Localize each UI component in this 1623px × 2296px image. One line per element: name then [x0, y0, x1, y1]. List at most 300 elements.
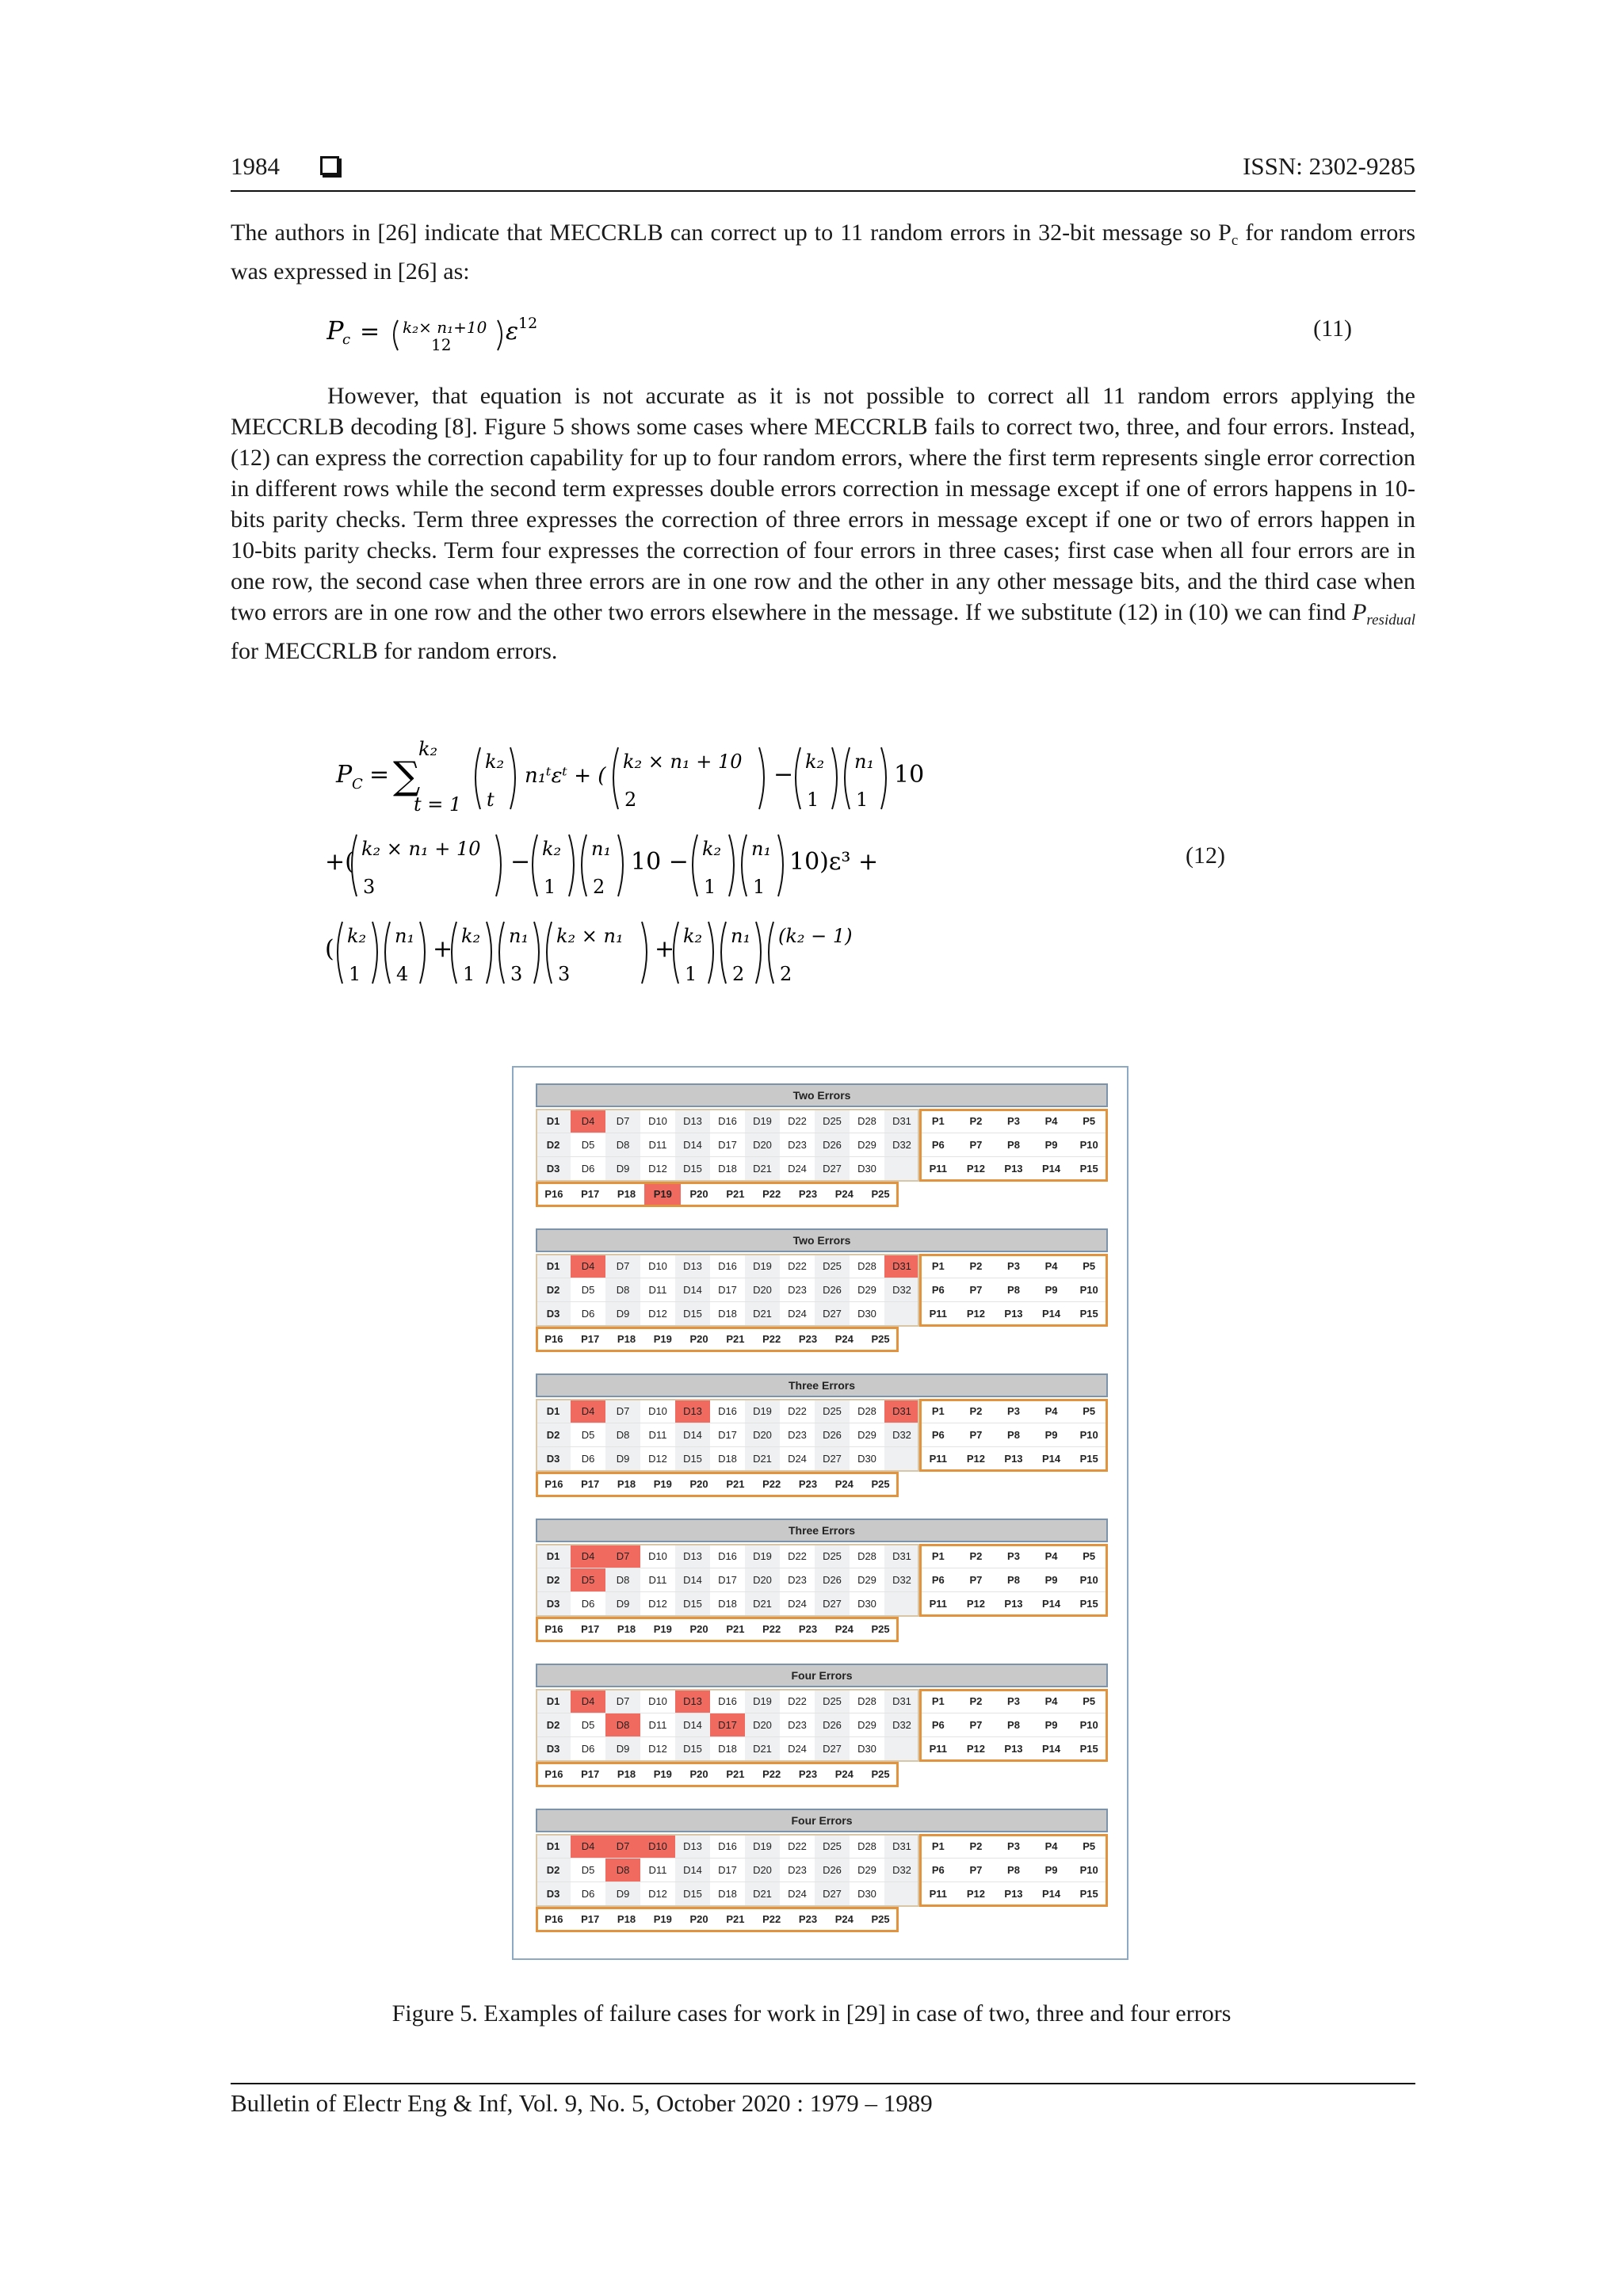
- grid-cell: D12: [640, 1737, 675, 1761]
- grid-cell: D27: [815, 1302, 850, 1326]
- grid-cell: D29: [850, 1859, 884, 1882]
- grid-cell: P22: [754, 1618, 790, 1641]
- grid-cell: P5: [1070, 1545, 1108, 1568]
- grid-cell: D32: [884, 1568, 919, 1592]
- grid-cell: P5: [1070, 1110, 1108, 1133]
- grid-cell: P6: [919, 1133, 957, 1157]
- para2-text-a: However, that equation is not accurate as it is not possible to correct all 11 random errors applying the MECCRLB decoding [8]. Figure 5 shows some cases where MECCRLB fails to correct two, three, and four errors. Instead, (12) can express the correction capability for up to four random errors, where the first term represents single error correction in different rows while the second term expresses double errors correction in message except if one of errors happens in 10-bits parity checks. Term three expresses the correction of three errors in message except if one or two of errors happen in 10-bits parity checks. Term four expresses the correction of four errors in three cases; first case when all four errors are in one row, the second case when three errors are in one row and the other in any other message bits, and the third case when two errors are in one row and the other two errors elsewhere in the message. If we substitute (12) in (10) we can find: [231, 383, 1415, 625]
- grid-cell: D31: [884, 1255, 919, 1278]
- eq11-P-sub: c: [342, 331, 351, 348]
- grid-cell: P15: [1070, 1737, 1108, 1761]
- grid-cell: D7: [605, 1400, 640, 1423]
- grid-cell: D14: [675, 1423, 710, 1447]
- grid-cell: P22: [754, 1473, 790, 1496]
- eq12-l2-b4-bottom: 1: [704, 876, 716, 898]
- grid-cell: P16: [536, 1908, 572, 1931]
- eq12-l1-b2-top: k₂ × n₁ + 10: [623, 751, 743, 773]
- grid-cell: P15: [1070, 1157, 1108, 1181]
- grid-cell: D5: [571, 1423, 605, 1447]
- grid-cell: D29: [850, 1278, 884, 1302]
- eq12-l3-paren: [547, 922, 552, 984]
- grid-cell: P10: [1070, 1713, 1108, 1737]
- grid-cell: D29: [850, 1713, 884, 1737]
- grid-cell: D15: [675, 1157, 710, 1181]
- eq12-l3-b8-top: (k₂ − 1): [778, 925, 853, 947]
- grid-cell: P2: [957, 1690, 995, 1713]
- eq12-sigma: ∑: [393, 754, 421, 798]
- eq12-l3-b3-top: k₂: [461, 925, 481, 947]
- grid-cell: P21: [717, 1618, 754, 1641]
- grid-cell: D4: [571, 1400, 605, 1423]
- grid-cell: P12: [957, 1447, 995, 1471]
- grid-cell: P19: [644, 1328, 681, 1351]
- grid-cell: D12: [640, 1302, 675, 1326]
- grid-cell: D18: [710, 1737, 745, 1761]
- grid-cell: D2: [536, 1278, 571, 1302]
- eq12-line-2: [325, 835, 878, 898]
- page-footer: Bulletin of Electr Eng & Inf, Vol. 9, No. 5, October 2020 : 1979 – 1989: [231, 2089, 933, 2117]
- grid-cell: P18: [609, 1328, 645, 1351]
- grid-cell: D10: [640, 1690, 675, 1713]
- grid-cell: D6: [571, 1157, 605, 1181]
- eq12-l3-paren: [708, 922, 713, 984]
- eq11-exponent: 12: [518, 315, 538, 332]
- grid-cell: P15: [1070, 1592, 1108, 1616]
- grid-cell: D23: [780, 1859, 815, 1882]
- grid-cell: D9: [605, 1882, 640, 1906]
- grid-cell: P9: [1033, 1278, 1071, 1302]
- grid-cell: P2: [957, 1110, 995, 1133]
- eq12-l3-b4-top: n₁: [509, 925, 529, 947]
- grid-cell: D26: [815, 1859, 850, 1882]
- eq12-l1-b3-top: k₂: [805, 751, 825, 773]
- grid-cell: D12: [640, 1882, 675, 1906]
- eq12-l2-b5-top: n₁: [751, 838, 772, 860]
- grid-cell: [884, 1737, 919, 1761]
- grid-cell: D3: [536, 1882, 571, 1906]
- grid-cell: D17: [710, 1568, 745, 1592]
- eq12-line-1: [335, 738, 924, 816]
- eq12-l2-paren: [352, 835, 357, 896]
- grid-cell: P13: [995, 1882, 1033, 1906]
- eq12-l3-b5-bottom: 3: [558, 963, 571, 985]
- grid-cell: P20: [681, 1328, 717, 1351]
- grid-cell: P24: [826, 1763, 862, 1786]
- grid-cell: D12: [640, 1447, 675, 1471]
- eq12-l3-b2-bottom: 4: [396, 963, 409, 985]
- grid-cell: P11: [919, 1882, 957, 1906]
- eq12-l3-paren: [756, 922, 761, 984]
- grid-cell: D11: [640, 1423, 675, 1447]
- grid-cell: D15: [675, 1737, 710, 1761]
- grid-cell: P19: [644, 1763, 681, 1786]
- grid-cell: P16: [536, 1328, 572, 1351]
- grid-cell: D21: [745, 1737, 780, 1761]
- grid-cell: P3: [995, 1400, 1033, 1423]
- grid-cell: D14: [675, 1859, 710, 1882]
- grid-cell: D9: [605, 1157, 640, 1181]
- grid-cell: P24: [826, 1328, 862, 1351]
- grid-cell: D27: [815, 1737, 850, 1761]
- grid-cell: D14: [675, 1278, 710, 1302]
- grid-cell: D6: [571, 1592, 605, 1616]
- grid-cell: P2: [957, 1835, 995, 1859]
- grid-cell: P21: [717, 1182, 754, 1206]
- grid-cell: D13: [675, 1110, 710, 1133]
- grid-cell: D22: [780, 1110, 815, 1133]
- grid-cell: D11: [640, 1713, 675, 1737]
- header-rule: [231, 190, 1415, 192]
- equation-12-number: (12): [1186, 842, 1225, 869]
- grid-cell: D20: [745, 1859, 780, 1882]
- grid-cell: P4: [1033, 1545, 1071, 1568]
- grid-cell: P19: [644, 1473, 681, 1496]
- grid-cell: P13: [995, 1737, 1033, 1761]
- para2-P: P: [1352, 599, 1367, 625]
- para2-text-b: for MECCRLB for random errors.: [231, 638, 558, 664]
- equation-11-formula: [327, 309, 643, 357]
- grid-cell: P5: [1070, 1255, 1108, 1278]
- grid-cell: D8: [605, 1568, 640, 1592]
- error-block-title: Four Errors: [536, 1664, 1108, 1687]
- eq12-l3-plus2: +: [655, 935, 675, 963]
- grid-cell: D2: [536, 1713, 571, 1737]
- grid-cell: D22: [780, 1835, 815, 1859]
- eq11-bottom: 12: [431, 335, 452, 354]
- para1-subscript: c: [1231, 232, 1239, 249]
- grid-cell: D13: [675, 1400, 710, 1423]
- equation-11: [327, 309, 1415, 357]
- grid-cell: D26: [815, 1423, 850, 1447]
- grid-cell: P8: [995, 1859, 1033, 1882]
- grid-cell: D17: [710, 1278, 745, 1302]
- grid-cell: P10: [1070, 1859, 1108, 1882]
- grid-cell: P1: [919, 1110, 957, 1133]
- grid-cell: P22: [754, 1908, 790, 1931]
- grid-cell: D15: [675, 1592, 710, 1616]
- eq12-l2-t1: 10 −: [631, 848, 689, 876]
- grid-cell: D24: [780, 1882, 815, 1906]
- grid-cell: D29: [850, 1423, 884, 1447]
- eq12-l3-b1-top: k₂: [347, 925, 367, 947]
- grid-cell: D5: [571, 1859, 605, 1882]
- grid-cell: D20: [745, 1278, 780, 1302]
- grid-cell: P3: [995, 1690, 1033, 1713]
- grid-cell: P4: [1033, 1400, 1071, 1423]
- grid-cell: D25: [815, 1255, 850, 1278]
- grid-cell: D18: [710, 1157, 745, 1181]
- grid-cell: D30: [850, 1157, 884, 1181]
- grid-cell: P16: [536, 1618, 572, 1641]
- grid-cell: D13: [675, 1690, 710, 1713]
- grid-cell: D24: [780, 1737, 815, 1761]
- eq12-l2-lead: +(: [325, 848, 354, 876]
- grid-cell: D10: [640, 1255, 675, 1278]
- eq12-l3-paren: [385, 922, 390, 984]
- grid-cell: P10: [1070, 1568, 1108, 1592]
- grid-cell: D26: [815, 1713, 850, 1737]
- grid-cell: D22: [780, 1690, 815, 1713]
- grid-cell: D11: [640, 1859, 675, 1882]
- grid-cell: D8: [605, 1859, 640, 1882]
- para1-text-b: for random errors was expressed in [26] as:: [231, 220, 1415, 285]
- grid-cell: P2: [957, 1400, 995, 1423]
- eq12-l3-paren: [674, 922, 678, 984]
- grid-cell: P10: [1070, 1423, 1108, 1447]
- grid-cell: P22: [754, 1182, 790, 1206]
- eq12-sigma-bottom: t = 1: [414, 793, 462, 816]
- grid-cell: P18: [609, 1473, 645, 1496]
- grid-cell: D28: [850, 1255, 884, 1278]
- grid-cell: P17: [572, 1618, 609, 1641]
- grid-cell: D16: [710, 1835, 745, 1859]
- grid-cell: D3: [536, 1157, 571, 1181]
- eq12-l1-b3-bottom: 1: [807, 789, 819, 811]
- footer-rule: [231, 2083, 1415, 2084]
- eq12-l3-b7-bottom: 2: [732, 963, 745, 985]
- grid-cell: P14: [1033, 1302, 1071, 1326]
- grid-cell: D23: [780, 1278, 815, 1302]
- grid-cell: P23: [790, 1763, 827, 1786]
- grid-cell: P23: [790, 1908, 827, 1931]
- eq12-l1-b4-top: n₁: [854, 751, 875, 773]
- grid-cell: D25: [815, 1400, 850, 1423]
- issn-label: ISSN: 2302-9285: [1243, 152, 1415, 180]
- grid-cell: D19: [745, 1690, 780, 1713]
- eq12-l1-paren: [475, 747, 480, 809]
- eq12-l1-b4-bottom: 1: [856, 789, 869, 811]
- grid-cell: D19: [745, 1545, 780, 1568]
- grid-cell: D4: [571, 1690, 605, 1713]
- eq12-l1-paren: [832, 747, 837, 809]
- grid-cell: P15: [1070, 1302, 1108, 1326]
- grid-cell: P18: [609, 1908, 645, 1931]
- grid-cell: P17: [572, 1908, 609, 1931]
- error-block-title: Three Errors: [536, 1373, 1108, 1397]
- grid-cell: P10: [1070, 1133, 1108, 1157]
- grid-cell: P25: [862, 1618, 899, 1641]
- grid-cell: D11: [640, 1568, 675, 1592]
- grid-cell: D1: [536, 1835, 571, 1859]
- grid-cell: D5: [571, 1133, 605, 1157]
- eq12-l2-paren: [742, 835, 747, 896]
- para1-text-a: The authors in [26] indicate that MECCRLB can correct up to 11 random errors in 32-bit message so P: [231, 220, 1232, 246]
- grid-cell: D8: [605, 1423, 640, 1447]
- grid-cell: P9: [1033, 1713, 1071, 1737]
- error-block-title: Four Errors: [536, 1809, 1108, 1832]
- grid-cell: D27: [815, 1882, 850, 1906]
- grid-cell: P20: [681, 1763, 717, 1786]
- paragraph-2: [231, 380, 1415, 667]
- grid-cell: P11: [919, 1302, 957, 1326]
- grid-cell: D30: [850, 1302, 884, 1326]
- grid-cell: D8: [605, 1713, 640, 1737]
- grid-cell: D31: [884, 1690, 919, 1713]
- grid-cell: D18: [710, 1592, 745, 1616]
- grid-cell: P7: [957, 1859, 995, 1882]
- grid-cell: D31: [884, 1400, 919, 1423]
- grid-cell: P21: [717, 1328, 754, 1351]
- grid-cell: P8: [995, 1133, 1033, 1157]
- grid-cell: P18: [609, 1763, 645, 1786]
- grid-cell: D15: [675, 1302, 710, 1326]
- grid-cell: D20: [745, 1133, 780, 1157]
- grid-cell: D6: [571, 1882, 605, 1906]
- eq12-l1-tail: 10: [894, 761, 925, 789]
- grid-cell: P14: [1033, 1447, 1071, 1471]
- eq12-P-sub: C: [352, 776, 363, 793]
- grid-cell: P25: [862, 1763, 899, 1786]
- grid-cell: D2: [536, 1568, 571, 1592]
- grid-cell: P11: [919, 1737, 957, 1761]
- grid-cell: D23: [780, 1423, 815, 1447]
- grid-cell: P1: [919, 1545, 957, 1568]
- grid-cell: D9: [605, 1592, 640, 1616]
- grid-cell: [884, 1302, 919, 1326]
- grid-cell: D1: [536, 1545, 571, 1568]
- eq12-l3-paren: [642, 922, 647, 984]
- grid-cell: D27: [815, 1592, 850, 1616]
- eq12-l3-b1-bottom: 1: [349, 963, 361, 985]
- grid-cell: D7: [605, 1835, 640, 1859]
- grid-cell: D8: [605, 1278, 640, 1302]
- grid-cell: D14: [675, 1568, 710, 1592]
- grid-cell: P19: [644, 1618, 681, 1641]
- grid-cell: D23: [780, 1133, 815, 1157]
- grid-cell: D10: [640, 1110, 675, 1133]
- grid-cell: P3: [995, 1835, 1033, 1859]
- grid-cell: D2: [536, 1133, 571, 1157]
- eq12-l2-paren: [496, 835, 501, 896]
- grid-cell: P12: [957, 1592, 995, 1616]
- eq12-l3-b7-top: n₁: [731, 925, 751, 947]
- eq11-right-paren: [498, 320, 502, 350]
- grid-cell: D3: [536, 1302, 571, 1326]
- page-header: [231, 152, 1415, 187]
- grid-cell: P2: [957, 1255, 995, 1278]
- grid-cell: D19: [745, 1110, 780, 1133]
- eq12-l1-b1-top: k₂: [485, 751, 505, 773]
- eq12-l3-paren: [499, 922, 504, 984]
- grid-cell: D22: [780, 1400, 815, 1423]
- grid-cell: P16: [536, 1473, 572, 1496]
- eq12-l2-tail: 10)ε³ +: [789, 848, 879, 876]
- grid-cell: D23: [780, 1713, 815, 1737]
- grid-cell: D6: [571, 1737, 605, 1761]
- grid-cell: P10: [1070, 1278, 1108, 1302]
- grid-cell: P8: [995, 1278, 1033, 1302]
- grid-cell: D20: [745, 1423, 780, 1447]
- grid-cell: D7: [605, 1690, 640, 1713]
- grid-cell: D20: [745, 1568, 780, 1592]
- grid-cell: D7: [605, 1255, 640, 1278]
- equation-11-number: (11): [1313, 315, 1352, 342]
- eq12-l1-minus: −: [773, 761, 794, 789]
- grid-cell: D28: [850, 1545, 884, 1568]
- grid-cell: D26: [815, 1133, 850, 1157]
- eq12-l3-paren: [372, 922, 377, 984]
- eq12-l1-paren: [510, 747, 515, 809]
- grid-cell: P3: [995, 1255, 1033, 1278]
- grid-cell: P21: [717, 1908, 754, 1931]
- grid-cell: P1: [919, 1835, 957, 1859]
- grid-cell: P13: [995, 1157, 1033, 1181]
- grid-cell: D24: [780, 1157, 815, 1181]
- grid-cell: D4: [571, 1835, 605, 1859]
- grid-cell: D27: [815, 1157, 850, 1181]
- grid-cell: P5: [1070, 1400, 1108, 1423]
- grid-cell: P9: [1033, 1859, 1071, 1882]
- eq12-l2-paren: [778, 835, 783, 896]
- grid-cell: P24: [826, 1618, 862, 1641]
- grid-cell: D30: [850, 1447, 884, 1471]
- eq12-l2-b1-top: k₂ × n₁ + 10: [361, 838, 481, 860]
- grid-cell: P8: [995, 1713, 1033, 1737]
- grid-cell: D28: [850, 1400, 884, 1423]
- eq12-l1-paren: [613, 747, 618, 809]
- grid-cell: P14: [1033, 1737, 1071, 1761]
- equation-12-formula: [325, 733, 959, 995]
- grid-cell: P4: [1033, 1255, 1071, 1278]
- grid-cell: D27: [815, 1447, 850, 1471]
- grid-cell: P19: [644, 1182, 681, 1206]
- grid-cell: P22: [754, 1328, 790, 1351]
- grid-cell: D5: [571, 1278, 605, 1302]
- eq12-l3-b2-top: n₁: [395, 925, 415, 947]
- grid-cell: P12: [957, 1737, 995, 1761]
- grid-cell: P9: [1033, 1568, 1071, 1592]
- grid-cell: D14: [675, 1713, 710, 1737]
- grid-cell: D24: [780, 1302, 815, 1326]
- grid-cell: P17: [572, 1182, 609, 1206]
- grid-cell: P23: [790, 1618, 827, 1641]
- eq12-l1-paren: [845, 747, 850, 809]
- eq12-l2-b4-top: k₂: [702, 838, 722, 860]
- grid-cell: D16: [710, 1545, 745, 1568]
- grid-cell: D22: [780, 1545, 815, 1568]
- grid-cell: P17: [572, 1763, 609, 1786]
- grid-cell: P11: [919, 1447, 957, 1471]
- grid-cell: D16: [710, 1110, 745, 1133]
- grid-cell: [884, 1592, 919, 1616]
- grid-cell: P21: [717, 1473, 754, 1496]
- grid-cell: D11: [640, 1133, 675, 1157]
- grid-cell: P16: [536, 1182, 572, 1206]
- grid-cell: D9: [605, 1447, 640, 1471]
- eq11-P: P: [327, 315, 344, 346]
- eq12-l1-paren: [796, 747, 800, 809]
- grid-cell: P20: [681, 1618, 717, 1641]
- error-block-title: Two Errors: [536, 1228, 1108, 1252]
- grid-cell: P1: [919, 1690, 957, 1713]
- grid-cell: P14: [1033, 1882, 1071, 1906]
- eq12-l2-b3-bottom: 2: [593, 876, 605, 898]
- grid-cell: P19: [644, 1908, 681, 1931]
- grid-cell: P6: [919, 1423, 957, 1447]
- grid-cell: P23: [790, 1328, 827, 1351]
- grid-cell: D30: [850, 1592, 884, 1616]
- eq11-top: k₂× n₁+10: [403, 318, 487, 337]
- eq12-line-3: [325, 922, 853, 985]
- eq12-l2-b2-top: k₂: [542, 838, 562, 860]
- eq12-l3-b8-bottom: 2: [780, 963, 792, 985]
- grid-cell: D29: [850, 1133, 884, 1157]
- eq12-l2-b3-top: n₁: [591, 838, 612, 860]
- grid-cell: D7: [605, 1545, 640, 1568]
- grid-cell: P6: [919, 1713, 957, 1737]
- grid-cell: D28: [850, 1690, 884, 1713]
- eq11-epsilon: ε: [506, 318, 519, 346]
